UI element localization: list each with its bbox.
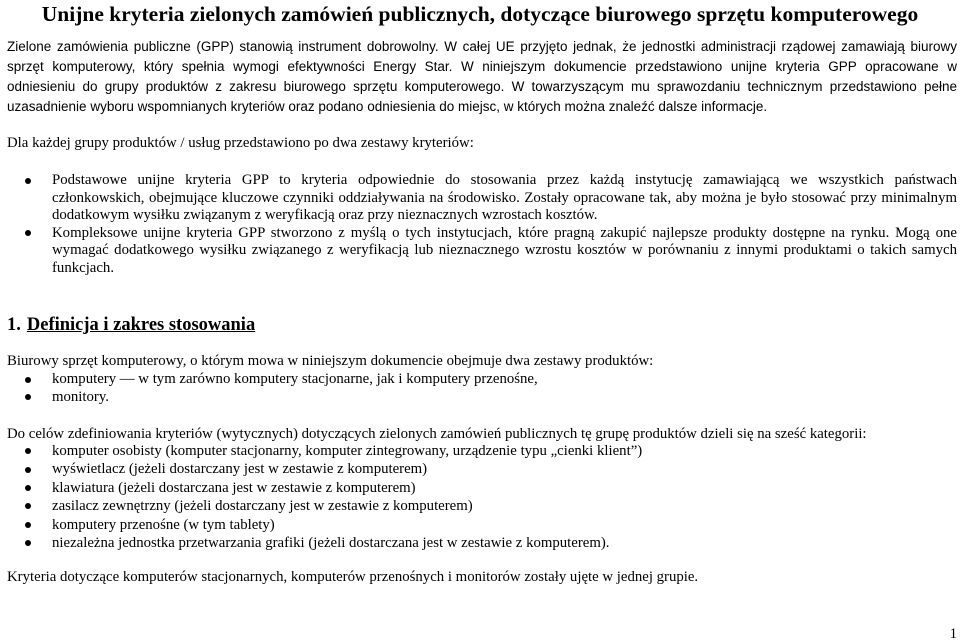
list-item-line: członkowskich, obejmujące kluczowe czynniki oddziaływania na środowisko. Zostały opracowane tak, aby można je było stosować przy minimalnym [52, 189, 957, 206]
bullet-icon [25, 178, 31, 184]
list-item [52, 534, 957, 552]
criteria-set-item [52, 225, 957, 278]
bullet-icon [25, 467, 31, 473]
list-item-text: komputery przenośne (w tym tablety) [52, 516, 275, 533]
categories-list [52, 442, 957, 552]
bullet-icon [25, 540, 31, 546]
list-item [52, 389, 957, 407]
list-item [52, 479, 957, 497]
bullet-icon [25, 522, 31, 528]
list-item-text: komputer osobisty (komputer stacjonarny, komputer zintegrowany, urządzenie typu „cienki klient”) [52, 443, 643, 459]
intro-paragraph [7, 37, 957, 117]
bullet-icon [25, 448, 31, 454]
criteria-intro-paragraph: Dla każdej grupy produktów / usług przedstawiono po dwa zestawy kryteriów: [7, 135, 474, 151]
intro-line: Zielone zamówienia publiczne (GPP) stanowią instrument dobrowolny. W całej UE przyjęto jednak, że jednostki administracji rządowej zamawiają biurowy [7, 39, 957, 54]
criteria-set-item [52, 172, 957, 225]
list-item-text: niezależna jednostka przetwarzania grafiki (jeżeli dostarczana jest w zestawie z komputerem). [52, 535, 610, 552]
list-item-text: klawiatura (jeżeli dostarczana jest w zestawie z komputerem) [52, 479, 416, 496]
intro-line: sprzęt komputerowy, który spełnia wymogi efektywności Energy Star. W niniejszym dokumencie przedstawiono unijne kryteria GPP opracowane w [7, 59, 957, 74]
list-item-text: wyświetlacz (jeżeli dostarczany jest w zestawie z komputerem) [52, 461, 428, 478]
list-item-line: wymagać dodatkowego wysiłku związanego z weryfikacją lub nieznacznego wzrostu kosztów w porównaniu z innymi produktami o takich samych [52, 242, 957, 258]
list-item-text: monitory. [52, 388, 109, 405]
list-item [52, 442, 957, 460]
section-number: 1. [7, 315, 21, 335]
list-item-line: Kompleksowe unijne kryteria GPP stworzono z myślą o tych instytucjach, które pragną zakupić najlepsze produkty dostępne na rynku. Mogą one [52, 224, 957, 241]
bullet-icon [25, 230, 31, 236]
intro-line: uzasadnienie wyboru wspomnianych kryteriów oraz podano odniesienia do miejsc, w których można znaleźć dalsze informacje. [7, 99, 768, 114]
scope-intro-paragraph: Biurowy sprzęt komputerowy, o którym mowa w niniejszym dokumencie obejmuje dwa zestawy produktów: [7, 353, 654, 369]
list-item-line: dodatkowym wysiłku związanym z weryfikacją oraz przy nieznacznych wzrostach kosztów. [52, 207, 598, 223]
list-item [52, 516, 957, 534]
closing-paragraph: Kryteria dotyczące komputerów stacjonarnych, komputerów przenośnych i monitorów zostały ujęte w jednej grupie. [7, 569, 699, 585]
bullet-icon [25, 394, 31, 400]
intro-line: odniesieniu do grupy produktów z zakresu biurowego sprzętu komputerowego. W towarzyszącym mu sprawozdaniu technicznym przedstawiono pełne [7, 79, 957, 94]
list-item-line: funkcjach. [52, 259, 115, 276]
page-number: 1 [949, 626, 957, 642]
document-title: Unijne kryteria zielonych zamówień publicznych, dotyczące biurowego sprzętu komputerowego [41, 2, 919, 26]
bullet-icon [25, 485, 31, 491]
list-item [52, 460, 957, 478]
section-heading [7, 314, 255, 336]
categories-intro-paragraph: Do celów zdefiniowania kryteriów (wytycznych) dotyczących zielonych zamówień publicznych tę grupę produktów dzieli się na sześć kategorii: [7, 426, 867, 442]
list-item-line: Podstawowe unijne kryteria GPP to kryteria odpowiednie do stosowania przez każdą instytucję zamawiającą we wszystkich państwach [52, 172, 957, 188]
bullet-icon [25, 377, 31, 383]
list-item-text: komputery — w tym zarówno komputery stacjonarne, jak i komputery przenośne, [52, 371, 538, 387]
list-item [52, 497, 957, 515]
criteria-sets-list [52, 172, 957, 277]
list-item-text: zasilacz zewnętrzny (jeżeli dostarczany jest w zestawie z komputerem) [52, 498, 473, 515]
list-item [52, 371, 957, 389]
section-title: Definicja i zakres stosowania [26, 315, 256, 335]
bullet-icon [25, 503, 31, 509]
product-sets-list [52, 371, 957, 406]
